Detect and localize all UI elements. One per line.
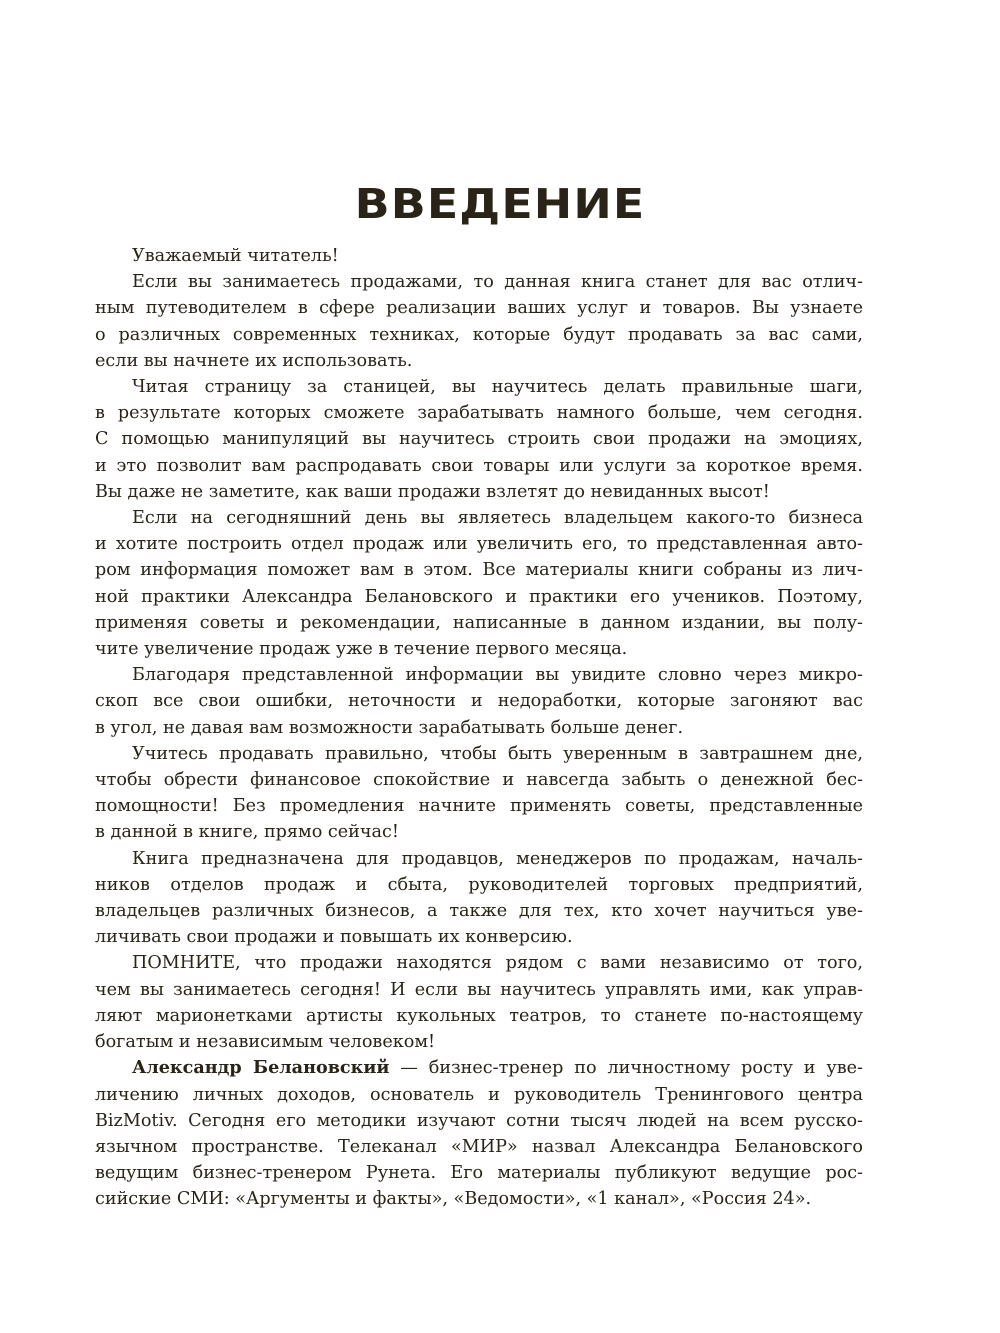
paragraph: [95, 950, 863, 1055]
text-line: ников отделов продаж и сбыта, руководителей торговых предприятий,: [95, 874, 863, 895]
body-text: [95, 243, 863, 1213]
author-intro-text: — бизнес-тренер по личностному росту и уве-: [389, 1058, 863, 1079]
paragraph: [95, 505, 863, 662]
text-line: язычном пространстве. Телеканал «МИР» назвал Александра Белановского: [95, 1136, 863, 1157]
text-line: ляют марионетками артисты кукольных театров, то станете по-настоящему: [95, 1005, 863, 1026]
text-line: о различных современных техниках, которые будут продавать за вас сами,: [95, 324, 863, 345]
text-line: Вы даже не заметите, как ваши продажи взлетят до невиданных высот!: [95, 481, 770, 502]
text-line: чите увеличение продаж уже в течение первого месяца.: [95, 639, 628, 660]
text-line: ром информация поможет вам в этом. Все материалы книги собраны из лич-: [95, 560, 863, 581]
text-line: [95, 1055, 863, 1081]
paragraph: [95, 243, 863, 269]
text-line: Если на сегодняшний день вы являетесь владельцем какого-то бизнеса: [132, 508, 863, 529]
text-line: ной практики Александра Белановского и практики его учеников. Поэтому,: [95, 586, 863, 607]
text-line: ным путеводителем в сфере реализации ваших услуг и товаров. Вы узнаете: [95, 298, 863, 319]
paragraph: [95, 269, 863, 374]
text-line: владельцев различных бизнесов, а также для тех, кто хочет научиться уве-: [95, 901, 863, 922]
text-line: в угол, не давая вам возможности зарабатывать больше денег.: [95, 717, 684, 738]
text-line: С помощью манипуляций вы научитесь строить свои продажи на эмоциях,: [95, 429, 863, 450]
text-line: применяя советы и рекомендации, написанные в данном издании, вы полу-: [95, 612, 863, 633]
text-line: Книга предназначена для продавцов, менеджеров по продажам, началь-: [132, 848, 863, 869]
text-line: в результате которых сможете зарабатывать намного больше, чем сегодня.: [95, 403, 863, 424]
text-line: Читая страницу за станицей, вы научитесь делать правильные шаги,: [132, 377, 863, 398]
text-line: BizMotiv. Сегодня его методики изучают сотни тысяч людей на всем русско-: [95, 1110, 863, 1131]
chapter-title: ВВЕДЕНИЕ: [354, 180, 646, 228]
paragraph: [95, 662, 863, 741]
text-line: богатым и независимым человеком!: [95, 1032, 436, 1053]
text-line: чем вы занимаетесь сегодня! И если вы научитесь управлять ими, как управ-: [95, 979, 863, 1000]
text-line: личению личных доходов, основатель и руководитель Тренингового центра: [95, 1084, 863, 1105]
paragraph: [95, 846, 863, 951]
text-line: ПОМНИТЕ, что продажи находятся рядом с вами независимо от того,: [132, 953, 863, 974]
text-line: Уважаемый читатель!: [132, 246, 339, 266]
text-line: личивать свои продажи и повышать их конверсию.: [95, 927, 573, 948]
text-line: если вы начнете их использовать.: [95, 350, 413, 371]
text-line: в данной в книге, прямо сейчас!: [95, 822, 399, 843]
paragraph: [95, 741, 863, 846]
text-line: и хотите построить отдел продаж или увеличить его, то представленная авто-: [95, 534, 863, 555]
author-name: Александр Белановский: [132, 1057, 390, 1079]
text-line: помощности! Без промедления начните применять советы, представленные: [95, 796, 863, 817]
text-line: Если вы занимаетесь продажами, то данная книга станет для вас отлич-: [132, 272, 863, 293]
text-line: Учитесь продавать правильно, чтобы быть уверенным в завтрашнем дне,: [132, 743, 863, 764]
text-line: ведущим бизнес-тренером Рунета. Его материалы публикуют ведущие рос-: [95, 1163, 863, 1184]
text-line: сийские СМИ: «Аргументы и факты», «Ведомости», «1 канал», «Россия 24».: [95, 1189, 812, 1210]
paragraph: [95, 374, 863, 505]
text-line: Благодаря представленной информации вы увидите словно через микро-: [132, 665, 863, 686]
text-line: чтобы обрести финансовое спокойствие и навсегда забыть о денежной бес-: [95, 770, 863, 791]
text-line: и это позволит вам распродавать свои товары или услуги за короткое время.: [95, 455, 863, 476]
text-line: скоп все свои ошибки, неточности и недоработки, которые загоняют вас: [95, 691, 863, 712]
author-paragraph: [95, 1055, 863, 1212]
